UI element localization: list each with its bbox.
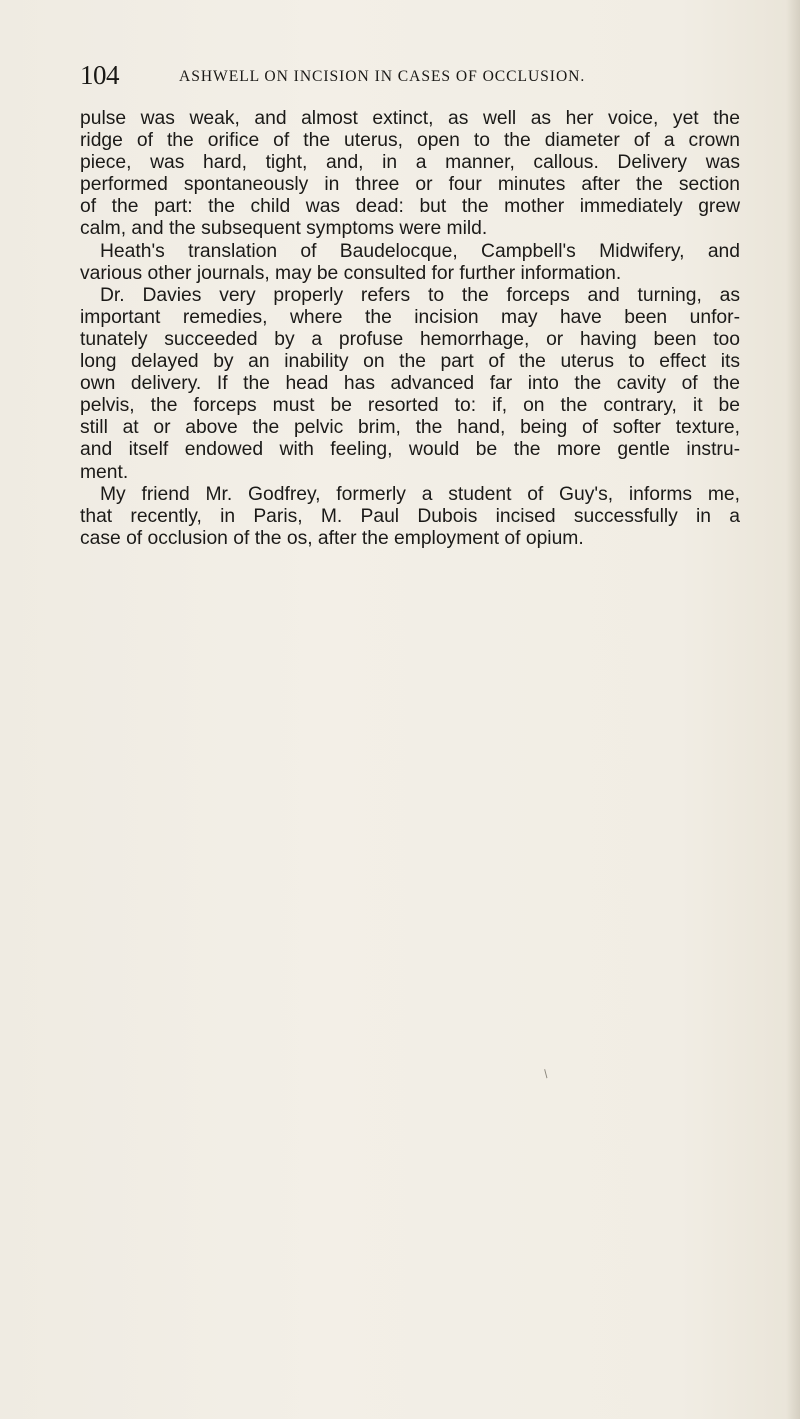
text-line: important remedies, where the incision may have been unfor- [80, 306, 740, 328]
paragraph-start-line: Heath's translation of Baudelocque, Campbell's Midwifery, and [100, 240, 740, 262]
paragraph-start-line: Dr. Davies very properly refers to the forceps and turning, as [100, 284, 740, 306]
text-line: of the part: the child was dead: but the mother immediately grew [80, 196, 740, 218]
text-line: calm, and the subsequent symptoms were mild. [80, 218, 488, 240]
text-line: various other journals, may be consulted for further information. [80, 262, 622, 284]
text-line: ridge of the orifice of the uterus, open to the diameter of a crown [80, 130, 740, 152]
text-line: own delivery. If the head has advanced far into the cavity of the [80, 373, 740, 395]
page-number: 104 [80, 60, 119, 90]
text-line: piece, was hard, tight, and, in a manner, callous. Delivery was [80, 152, 740, 174]
text-line: tunately succeeded by a profuse hemorrhage, or having been too [80, 328, 740, 350]
text-line: long delayed by an inability on the part of the uterus to effect its [80, 351, 740, 373]
paragraph-start-line: My friend Mr. Godfrey, formerly a student of Guy's, informs me, [100, 483, 740, 505]
text-line: performed spontaneously in three or four minutes after the section [80, 174, 740, 196]
text-line: pulse was weak, and almost extinct, as well as her voice, yet the [80, 108, 740, 129]
body-text [80, 108, 740, 550]
text-line: that recently, in Paris, M. Paul Dubois incised successfully in a [80, 505, 740, 527]
text-line: case of occlusion of the os, after the employment of opium. [80, 527, 584, 549]
text-line: ment. [80, 461, 129, 483]
text-line: and itself endowed with feeling, would be the more gentle instru- [80, 439, 740, 461]
paper-blemish: / [541, 1066, 551, 1081]
text-line: still at or above the pelvic brim, the hand, being of softer texture, [80, 417, 740, 439]
page-header [80, 60, 740, 90]
page-edge-shadow [786, 0, 800, 1419]
text-line: pelvis, the forceps must be resorted to: if, on the contrary, it be [80, 395, 740, 417]
running-head: ASHWELL ON INCISION IN CASES OF OCCLUSION. [179, 68, 586, 85]
